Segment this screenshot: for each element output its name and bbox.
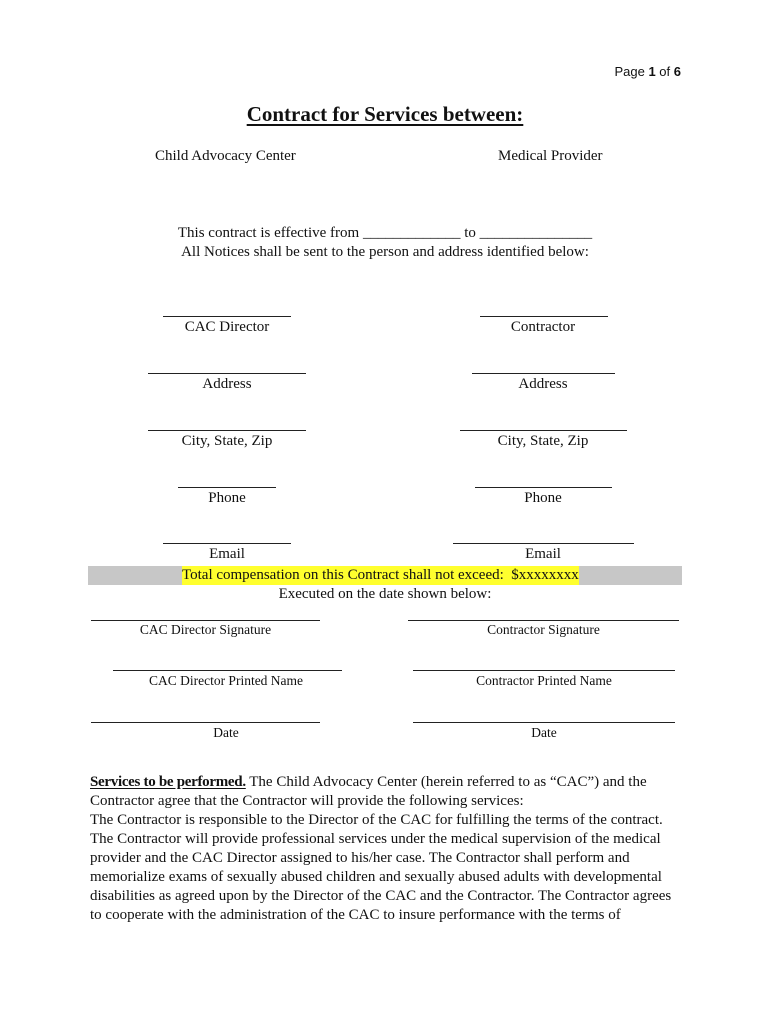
cac-city-state-zip-line[interactable] bbox=[148, 430, 306, 431]
contractor-address-line[interactable] bbox=[472, 373, 615, 374]
cac-phone-label: Phone bbox=[208, 490, 246, 506]
contractor-email-label: Email bbox=[525, 546, 561, 562]
contractor-label: Contractor bbox=[510, 319, 576, 335]
cac-date-label: Date bbox=[213, 725, 239, 740]
services-intro-text: The Child Advocacy Center (herein referred to as “CAC”) and the Contractor agree that the Contractor will provide the following services: bbox=[90, 774, 647, 809]
cac-signature-label: CAC Director Signature bbox=[139, 622, 272, 637]
contractor-phone-line[interactable] bbox=[475, 487, 612, 488]
contractor-city-state-zip-line[interactable] bbox=[460, 430, 627, 431]
effective-dates-line[interactable]: This contract is effective from _____________ to _______________ bbox=[177, 225, 593, 241]
notices-line: All Notices shall be sent to the person and address identified below: bbox=[181, 244, 589, 260]
contractor-phone-label: Phone bbox=[524, 490, 562, 506]
cac-email-line[interactable] bbox=[163, 543, 291, 544]
services-intro bbox=[90, 773, 680, 811]
cac-date-line[interactable] bbox=[91, 722, 320, 723]
compensation-text bbox=[182, 566, 579, 585]
services-body: The Contractor is responsible to the Director of the CAC for fulfilling the terms of the contract. The Contractor will provide professional services under the medical supervision of the medical provider and the CAC Director assigned to his/her case. The Contractor shall perform and memorialize exams of sexually abused children and sexually abused adults with developmental disabilities as agreed upon by the Director of the CAC and the Contractor. The Contractor agrees to cooperate with the administration of the CAC to insure performance with the terms of bbox=[90, 812, 672, 923]
page-separator: of bbox=[655, 64, 674, 79]
contractor-address-label: Address bbox=[518, 376, 568, 392]
contractor-city-state-zip-label: City, State, Zip bbox=[497, 433, 589, 449]
services-section bbox=[90, 773, 680, 925]
cac-director-name-line[interactable] bbox=[163, 316, 291, 317]
compensation-amount[interactable]: $xxxxxxxx bbox=[511, 567, 579, 583]
party-right: Medical Provider bbox=[498, 148, 603, 164]
cac-city-state-zip-label: City, State, Zip bbox=[181, 433, 273, 449]
document-title: Contract for Services between: bbox=[246, 102, 524, 126]
services-heading: Services to be performed. bbox=[90, 774, 246, 790]
compensation-label: Total compensation on this Contract shall not exceed: bbox=[182, 567, 512, 583]
page-counter bbox=[614, 64, 681, 79]
contractor-signature-line[interactable] bbox=[408, 620, 679, 621]
page-prefix: Page bbox=[614, 64, 649, 79]
cac-signature-line[interactable] bbox=[91, 620, 320, 621]
page-total: 6 bbox=[673, 64, 681, 79]
cac-director-label: CAC Director bbox=[184, 319, 270, 335]
contractor-printed-name-line[interactable] bbox=[413, 670, 675, 671]
contractor-date-label: Date bbox=[531, 725, 557, 740]
contractor-name-line[interactable] bbox=[480, 316, 608, 317]
contractor-signature-label: Contractor Signature bbox=[487, 622, 600, 637]
cac-address-line[interactable] bbox=[148, 373, 306, 374]
contractor-email-line[interactable] bbox=[453, 543, 634, 544]
cac-email-label: Email bbox=[209, 546, 245, 562]
contractor-printed-name-label: Contractor Printed Name bbox=[476, 673, 612, 688]
cac-printed-name-line[interactable] bbox=[113, 670, 342, 671]
cac-address-label: Address bbox=[202, 376, 252, 392]
contractor-date-line[interactable] bbox=[413, 722, 675, 723]
cac-phone-line[interactable] bbox=[178, 487, 276, 488]
party-left: Child Advocacy Center bbox=[155, 148, 296, 164]
cac-printed-name-label: CAC Director Printed Name bbox=[148, 673, 304, 688]
page-current: 1 bbox=[648, 64, 656, 79]
executed-line: Executed on the date shown below: bbox=[278, 586, 492, 602]
